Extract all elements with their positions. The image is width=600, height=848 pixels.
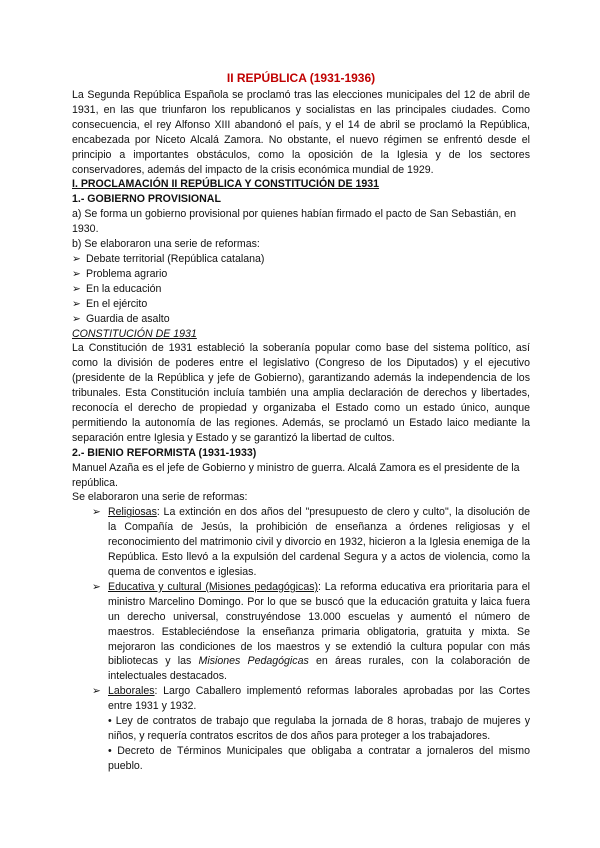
- labor-bullet: • Decreto de Términos Municipales que obligaba a contratar a jornaleros del mismo pueblo.: [108, 744, 530, 772]
- reform-text: : La reforma educativa era prioritaria para el ministro Marcelino Domingo. Por lo que se buscó que la educación gratuita y laica fuera un derecho universal, construyéndose 13.000 escuelas y aumentó el número de maestros. Estableciéndose la enseñanza primaria obligatoria, gratuita y mixta. Se mejoraron las condiciones de los maestros y se extendió la cultura popular con más bibliotecas y las: [108, 580, 531, 668]
- arrow-bullet-icon: ➢: [72, 297, 81, 310]
- intro-paragraph: La Segunda República Española se proclamó tras las elecciones municipales del 12 de abril de 1931, en las que triunfaron los republicanos y socialistas en las principales ciudades. Como consecuencia, el rey Alfonso XIII abandonó el país, y el 14 de abril se proclamó la República, encabezada por Niceto Alcalá Zamora. No obstante, el nuevo régimen se enfrentó desde el principio a importantes obstáculos, como la oposición de la Iglesia y de los sectores conservadores, además del impacto de la crisis económica mundial de 1929.: [72, 89, 530, 176]
- list-item: ➢ Guardia de asalto: [72, 312, 170, 325]
- reform-label: Laborales: [108, 685, 155, 698]
- document-page: [72, 70, 530, 774]
- section-2-intro: Manuel Azaña es el jefe de Gobierno y ministro de guerra. Alcalá Zamora es el presidente de la república.: [72, 461, 520, 489]
- list-item: ➢ En el ejército: [72, 297, 148, 310]
- arrow-bullet-icon: ➢: [72, 252, 81, 265]
- reform-label: Religiosas: [108, 506, 157, 519]
- arrow-bullet-icon: ➢: [92, 580, 101, 593]
- reform-text: en áreas rurales, con la colaboración de intelectuales destacados.: [108, 655, 530, 683]
- document-title: II REPÚBLICA (1931-1936): [226, 71, 376, 85]
- list-item: ➢ Problema agrario: [72, 267, 168, 280]
- list-item: ➢ En la educación: [72, 282, 162, 295]
- labor-bullet: • Ley de contratos de trabajo que regulaba la jornada de 8 horas, trabajo de mujeres y niños, y requería contratos escritos de dos años para proteger a los trabajadores.: [108, 715, 530, 742]
- arrow-bullet-icon: ➢: [92, 685, 101, 698]
- reform-label: Educativa y cultural (Misiones pedagógicas): [108, 580, 319, 593]
- reform-labor: [72, 684, 530, 714]
- section-1-heading: I. PROCLAMACIÓN II REPÚBLICA Y CONSTITUCIÓN DE 1931: [72, 178, 380, 191]
- reform-education: [72, 580, 530, 684]
- reform-text: : La extinción en dos años del "presupuesto de clero y culto", la disolución de la Compañía de Jesús, la prohibición de enseñanza a órdenes religiosas y el reconocimiento del matrimonio civil y divorcio en 1932, hicieron a la Iglesia enemiga de la República. Esto llevó a la expulsión del cardenal Segura y a actos de violencia, como la quema de conventos e iglesias.: [108, 506, 530, 578]
- point-a: a) Se forma un gobierno provisional por quienes habían firmado el pacto de San Sebastián, en 1930.: [72, 208, 517, 236]
- arrow-bullet-icon: ➢: [72, 267, 81, 280]
- section-2-lead: Se elaboraron una serie de reformas:: [72, 491, 248, 504]
- reform-emphasis: Misiones Pedagógicas: [198, 655, 309, 668]
- reform-religious: [72, 505, 530, 580]
- arrow-bullet-icon: ➢: [72, 312, 81, 325]
- list-item: ➢ Debate territorial (República catalana): [72, 252, 265, 265]
- constitution-heading: CONSTITUCIÓN DE 1931: [72, 327, 197, 340]
- reform-text: : Largo Caballero implementó reformas laborales aprobadas por las Cortes entre 1931 y 1932.: [108, 685, 530, 713]
- constitution-paragraph: La Constitución de 1931 estableció la soberanía popular como base del sistema político, así como la división de poderes entre el legislativo (Congreso de los Diputados) y el ejecutivo (presidente de la República y jefe de Gobierno), garantizando además la independencia de los tribunales. Esta Constitución incluía también una amplia declaración de derechos y libertades, reconocía el derecho de propiedad y organizaba el Estado como un estado único, aunque permitiendo la autonomía de las regiones. Además, se proclamó un Estado laico mediante la separación entre Iglesia y Estado y se garantizó la libertad de cultos.: [72, 342, 530, 444]
- arrow-bullet-icon: ➢: [72, 282, 81, 295]
- subsection-1-heading: 1.- GOBIERNO PROVISIONAL: [72, 193, 221, 206]
- section-2-heading: 2.- BIENIO REFORMISTA (1931-1933): [72, 446, 257, 459]
- point-b: b) Se elaboraron una serie de reformas:: [72, 238, 260, 251]
- arrow-bullet-icon: ➢: [92, 506, 101, 519]
